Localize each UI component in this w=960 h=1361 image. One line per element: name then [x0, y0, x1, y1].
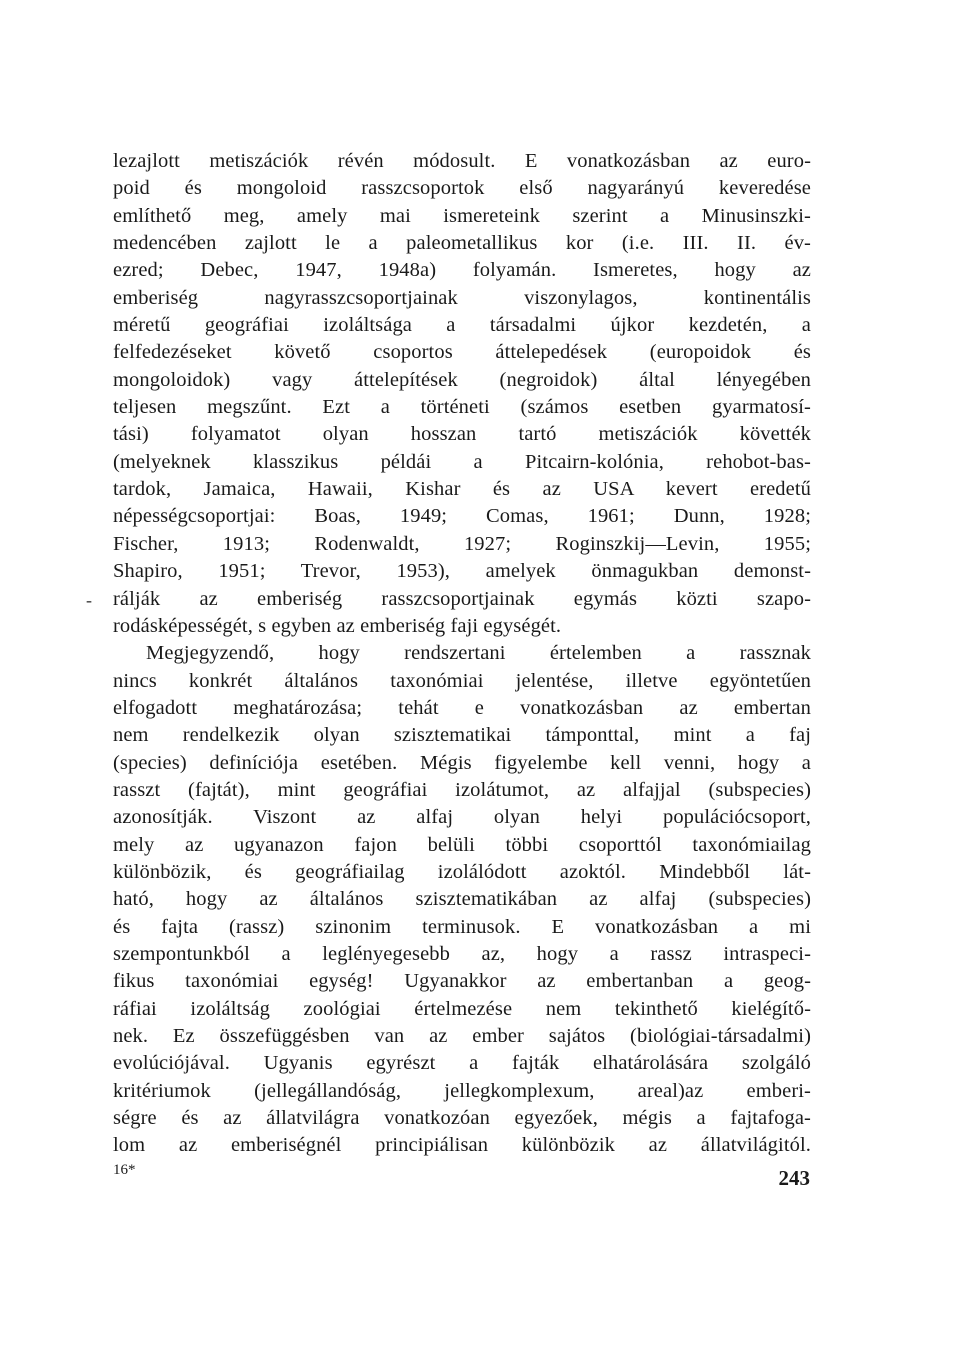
- text-line: Megjegyzendő, hogy rendszertani értelemben a rassznak: [146, 642, 811, 665]
- text-line: rodásképességét, s egyben az emberiség faji egységét.: [113, 614, 562, 637]
- text-line: rasszt (fajtát), mint geográfiai izolátumot, az alfajjal (subspecies): [113, 778, 811, 801]
- text-line: említhető meg, amely mai ismereteink szerint a Minusinszki-: [113, 204, 811, 227]
- page-number: 243: [778, 1166, 810, 1190]
- text-line: elfogadott meghatározása; tehát e vonatkozásban az embertan: [113, 696, 811, 719]
- text-line: medencében zajlott le a paleometallikus kor (i.e. III. II. év-: [113, 232, 811, 255]
- text-line: mongoloidok) vagy áttelepítések (negroidok) által lényegében: [113, 368, 811, 391]
- text-line: szempontunkból a leglényegesebb az, hogy a rassz intraspeci-: [113, 942, 811, 965]
- text-line: ható, hogy az általános szisztematikában az alfaj (subspecies): [113, 888, 811, 911]
- text-line: népességcsoportjai: Boas, 1949; Comas, 1961; Dunn, 1928;: [113, 505, 811, 528]
- text-line: Shapiro, 1951; Trevor, 1953), amelyek önmagukban demonst-: [113, 560, 811, 583]
- text-line: és fajta (rassz) szinonim terminusok. E vonatkozásban a mi: [113, 915, 811, 938]
- text-line: evolúciójával. Ugyanis egyrészt a fajták elhatárolására szolgáló: [113, 1052, 811, 1075]
- text-line: rálják az emberiség rasszcsoportjainak egymás közti szapo-: [113, 587, 811, 610]
- text-line: felfedezéseket követő csoportos áttelepedések (europoidok és: [113, 341, 811, 364]
- text-line: nincs konkrét általános taxonómiai jelentése, illetve egyöntetűen: [113, 669, 811, 692]
- text-line: fikus taxonómiai egység! Ugyanakkor az embertanban a geog-: [113, 970, 811, 993]
- text-line: Fischer, 1913; Rodenwaldt, 1927; Roginszkij—Levin, 1955;: [113, 532, 811, 555]
- text-line: (melyeknek klasszikus példái a Pitcairn-kolónia, rehobot-bas-: [113, 450, 811, 473]
- text-line: kritériumok (jellegállandóság, jellegkomplexum, areal)az emberi-: [113, 1079, 811, 1102]
- margin-mark: -: [86, 590, 92, 610]
- text-line: teljesen megszűnt. Ezt a történeti (számos esetben gyarmatosí-: [113, 396, 811, 419]
- text-line: különbözik, és geográfiailag izolálódott azoktól. Mindebből lát-: [113, 860, 811, 883]
- text-line: emberiség nagyrasszcsoportjainak viszonylagos, kontinentális: [113, 286, 811, 309]
- paragraph-2: [113, 640, 811, 1160]
- text-line: ráfiai izoláltság zoológiai értelmezése nem tekinthető kielégítő-: [113, 997, 811, 1020]
- text-line: azonosítják. Viszont az alfaj olyan helyi populációcsoport,: [113, 806, 811, 829]
- text-line: ezred; Debec, 1947, 1948a) folyamán. Ismeretes, hogy az: [113, 259, 811, 282]
- text-line: poid és mongoloid rasszcsoportok első nagyarányú keveredése: [113, 177, 811, 200]
- text-line: nek. Ez összefüggésben van az ember sajátos (biológiai-társadalmi): [113, 1025, 811, 1047]
- text-line: mely az ugyanazon fajon belüli többi csoporttól taxonómiailag: [113, 833, 811, 856]
- text-line: méretű geográfiai izoláltsága a társadalmi újkor kezdetén, a: [113, 314, 811, 337]
- text-line: (species) definíciója esetében. Mégis figyelembe kell venni, hogy a: [113, 751, 811, 774]
- text-line: lezajlott metiszációk révén módosult. E vonatkozásban az euro-: [113, 150, 811, 172]
- text-line: nem rendelkezik olyan szisztematikai támponttal, mint a faj: [113, 724, 811, 747]
- text-line: tási) folyamatot olyan hosszan tartó metiszációk követték: [113, 423, 811, 446]
- signature-mark: 16*: [113, 1162, 136, 1178]
- text-line: ségre és az állatvilágra vonatkozóan egyezőek, mégis a fajtafoga-: [113, 1107, 811, 1130]
- paragraph-1: [113, 148, 811, 640]
- body-text: [113, 148, 811, 1160]
- text-line: lom az emberiségnél principiálisan különbözik az állatvilágitól.: [113, 1134, 811, 1157]
- text-line: tardok, Jamaica, Hawaii, Kishar és az USA kevert eredetű: [113, 478, 811, 501]
